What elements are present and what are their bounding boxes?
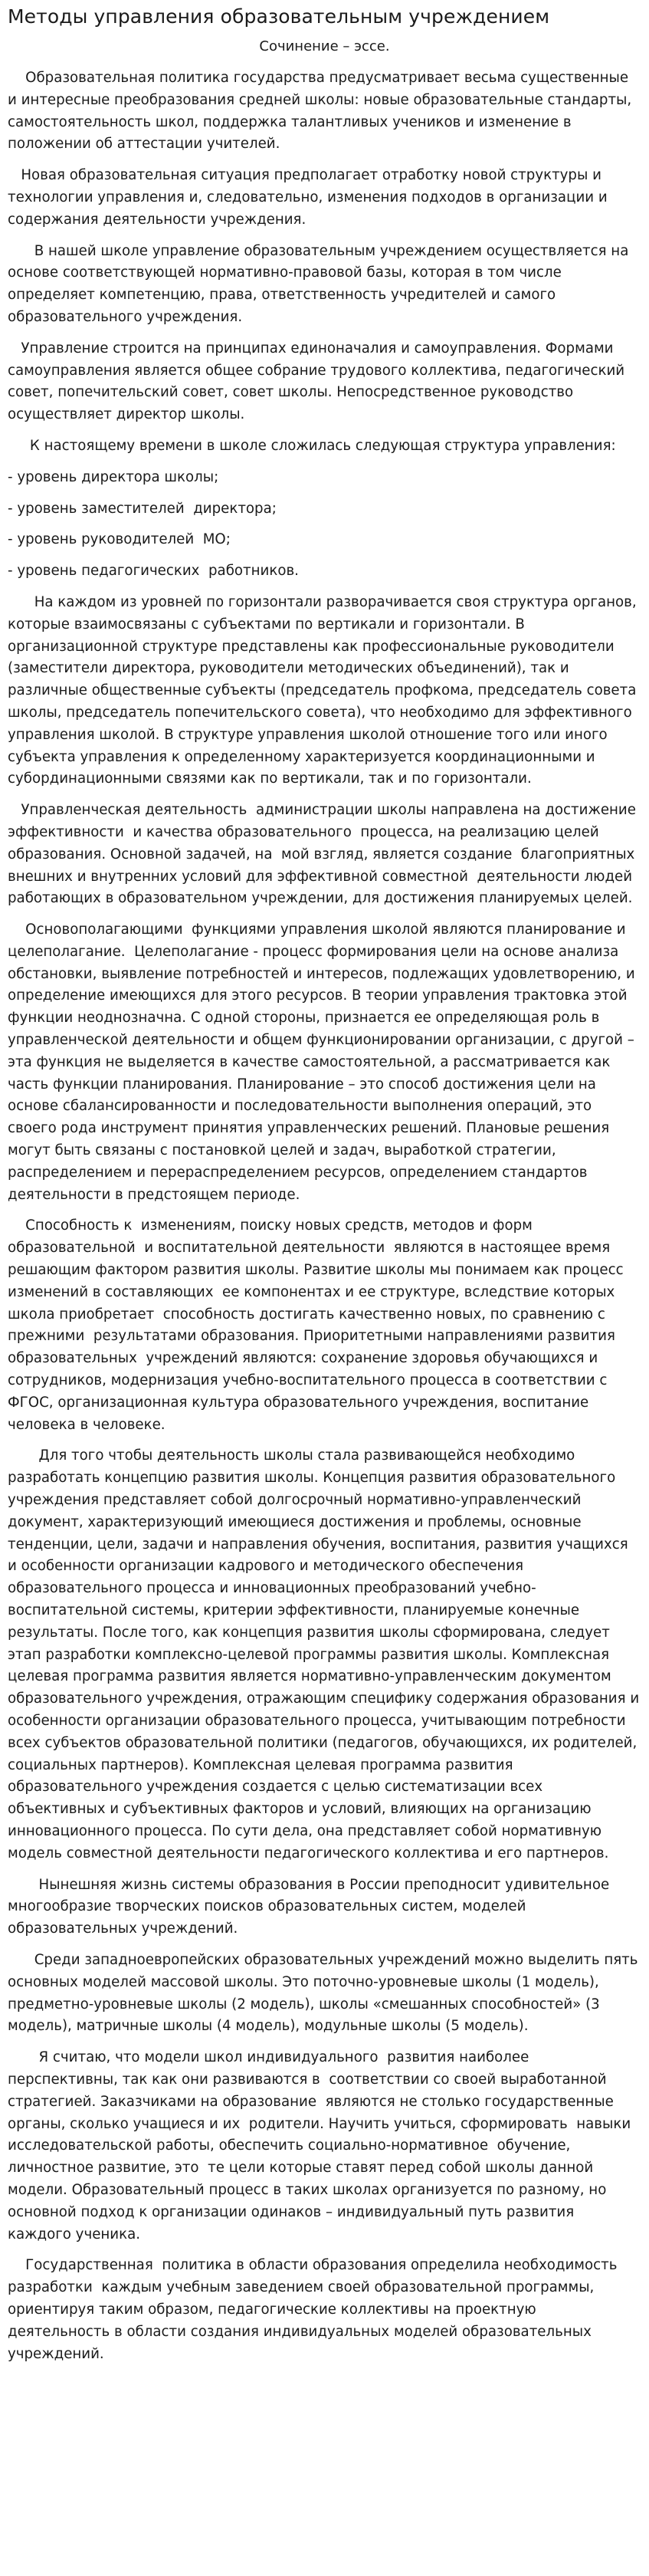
- paragraph-structure-intro: К настоящему времени в школе сложилась следующая структура управления:: [8, 437, 616, 454]
- list-item-mo-level: - уровень руководителей МО;: [8, 531, 231, 548]
- paragraph-individual-development: Я считаю, что модели школ индивидуального развития наиболее перспективны, так как они развиваются в соответствии со своей выработанной стратегией. Заказчиками на образование являются не столько государственные органы, сколько учащиеся и их родители. Научить учиться, сформировать навыки исследовательской работы, обеспечить социально-нормативное обучение, личностное развитие, это те цели которые ставят перед собой школы данной модели. Образовательный процесс в таких школах организуется по разному, но основной подход к организации одинаков – индивидуальный путь развития каждого ученика.: [8, 2049, 635, 2242]
- paragraph-russia-education: Нынешняя жизнь системы образования в России преподносит удивительное многообразие творческих поисков образовательных систем, моделей образовательных учреждений.: [8, 1876, 614, 1937]
- paragraph-intro: Образовательная политика государства предусматривает весьма существенные и интересные преобразования средней школы: новые образовательные стандарты, самостоятельность школ, поддержка талантливых учеников и изменение в положении об аттестации учителей.: [8, 70, 636, 153]
- paragraph-new-situation: Новая образовательная ситуация предполагает отработку новой структуры и технологии управления и, следовательно, изменения подходов в организации и содержания деятельности учреждения.: [8, 167, 612, 228]
- page-title: Методы управления образовательным учреждением: [8, 5, 550, 28]
- paragraph-state-policy: Государственная политика в области образования определила необходимость разработки каждым учебным заведением своей образовательной программы, ориентируя таким образом, педагогические коллективы на проектную деятельность в области создания индивидуальных моделей образовательных учреждений.: [8, 2257, 622, 2362]
- list-item-teacher-level: - уровень педагогических работников.: [8, 563, 299, 580]
- paragraph-western-models: Среди западноевропейских образовательных учреждений можно выделить пять основных моделей массовой школы. Это поточно-уровневые школы (1 модель), предметно-уровневые школы (2 модель), школы «смешанных способностей» (3 модель), матричные школы (4 модель), модульные школы (5 модель).: [8, 1951, 643, 2035]
- paragraph-development-concept: Для того чтобы деятельность школы стала развивающейся необходимо разработать концепцию развития школы. Концепция развития образовательного учреждения представляет собой долгосрочный нормативно-управленческий документ, характеризующий имеющиеся достижения и проблемы, основные тенденции, цели, задачи и направления обучения, воспитания, развития учащихся и особенности организации кадрового и методического обеспечения образовательного процесса и инновационных преобразований учебно-воспитательной системы, критерии эффективности, планируемые конечные результаты. После того, как концепция развития школы сформирована, следует этап разработки комплексно-целевой программы развития школы. Комплексная целевая программа развития является нормативно-управленческим документом образовательного учреждения, отражающим специфику содержания образования и особенности организации образовательного процесса, учитывающим потребности всех субъектов образовательной политики (педагогов, обучающихся, их родителей, социальных партнеров). Комплексная целевая программа развития образовательного учреждения создается с целью систематизации всех объективных и субъективных факторов и условий, влияющих на организацию инновационного процесса. По сути дела, она представляет собой нормативную модель совместной деятельности педагогического коллектива и его партнеров.: [8, 1447, 644, 1861]
- paragraph-management-activity: Управленческая деятельность администрации школы направлена на достижение эффективности и качества образовательного процесса, на реализацию целей образования. Основной задачей, на мой взгляд, является создание благоприятных внешних и внутренних условий для эффективной совместной деятельности людей работающих в образовательном учреждении, для достижения планируемых целей.: [8, 802, 641, 907]
- paragraph-planning: Основополагающими функциями управления школой являются планирование и целеполагание. Целеполагание - процесс формирования цели на основе анализа обстановки, выявление потребностей и интересов, подлежащих удовлетворению, и определение имеющихся для этого ресурсов. В теории управления трактовка этой функции неоднозначна. С одной стороны, признается ее определяющая роль в управленческой деятельности и общем функционировании организации, с другой – эта функция не выделяется в качестве самостоятельной, а рассматривается как часть функции планирования. Планирование – это способ достижения цели на основе сбалансированности и последовательности выполнения операций, это своего рода инструмент принятия управленческих решений. Плановые решения могут быть связаны с постановкой целей и задач, выработкой стратегии, распределением и перераспределением ресурсов, определением стандартов деятельности в предстоящем периоде.: [8, 922, 640, 1203]
- list-item-director-level: - уровень директора школы;: [8, 468, 219, 485]
- paragraph-change-ability: Способность к изменениям, поиску новых средств, методов и форм образовательной и воспитательной деятельности являются в настоящее время решающим фактором развития школы. Развитие школы мы понимаем как процесс изменений в составляющих ее компонентах и ее структуре, вследствие которых школа приобретает способность достигать качественно новых, по сравнению с прежними результатами образования. Приоритетными направлениями развития образовательных учреждений являются: сохранение здоровья обучающихся и сотрудников, модернизация учебно-воспитательного процесса в соответствии с ФГОС, организационная культура образовательного учреждения, воспитание человека в человеке.: [8, 1217, 628, 1433]
- paragraph-horizontal-structure: На каждом из уровней по горизонтали разворачивается своя структура органов, которые взаимосвязаны с субъектами по вертикали и горизонтали. В организационной структуре представлены как профессиональные руководители (заместители директора, руководители методических объединений), так и различные общественные субъекты (председатель профкома, председатель совета школы, председатель попечительского совета), что необходимо для эффективного управления школой. В структуре управления школой отношение того или иного субъекта управления к определенному характеризуется координационными и субординационными связями как по вертикали, так и по горизонтали.: [8, 593, 646, 787]
- paragraph-legal-basis: В нашей школе управление образовательным учреждением осуществляется на основе соответствующей нормативно-правовой базы, которая в том числе определяет компетенцию, права, ответственность учредителей и самого образовательного учреждения.: [8, 242, 634, 325]
- list-item-deputy-level: - уровень заместителей директора;: [8, 500, 277, 517]
- page-subtitle: Сочинение – эссе.: [259, 38, 390, 54]
- paragraph-self-government: Управление строится на принципах единоначалия и самоуправления. Формами самоуправления является общее собрание трудового коллектива, педагогический совет, попечительский совет, совет школы. Непосредственное руководство осуществляет директор школы.: [8, 340, 629, 423]
- essay-body: [8, 67, 646, 2365]
